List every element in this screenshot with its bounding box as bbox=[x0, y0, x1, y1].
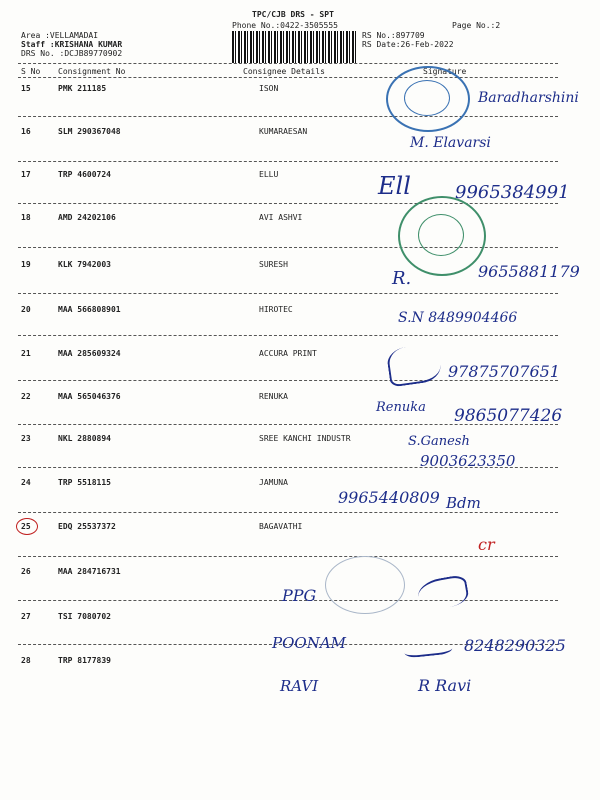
row-consignee: ELLU bbox=[259, 170, 279, 179]
handwritten-signature: Bdm bbox=[446, 494, 481, 512]
handwritten-name: PPG bbox=[282, 586, 317, 605]
row-sno: 26 bbox=[21, 567, 31, 576]
row-consignment: SLM 290367048 bbox=[58, 127, 121, 136]
divider bbox=[18, 512, 558, 513]
row-sno: 23 bbox=[21, 434, 31, 443]
divider bbox=[18, 203, 558, 204]
handwritten-phone: 9965384991 bbox=[455, 182, 570, 203]
row-consignee: RENUKA bbox=[259, 392, 288, 401]
handwritten-phone: 97875707651 bbox=[448, 362, 560, 381]
row-consignment: MAA 285609324 bbox=[58, 349, 121, 358]
red-mark: cr bbox=[478, 535, 495, 554]
row-consignee: ACCURA PRINT bbox=[259, 349, 317, 358]
handwritten-phone: 9003623350 bbox=[420, 452, 516, 470]
staff-label: Staff :KRISHANA KUMAR bbox=[21, 40, 123, 49]
row-consignment: TRP 4600724 bbox=[58, 170, 111, 179]
col-consignment: Consignment No bbox=[58, 67, 126, 76]
drs-number: DRS No. :DCJB89770902 bbox=[21, 49, 123, 58]
area-label: Area :VELLAMADAI bbox=[21, 31, 99, 40]
handwritten-signature: Renuka bbox=[376, 400, 426, 415]
handwritten-signature: M. Elavarsi bbox=[410, 135, 491, 151]
handwritten-phone: 9865077426 bbox=[454, 406, 563, 426]
signature-scribble bbox=[403, 636, 453, 659]
handwritten-signature: S.Ganesh bbox=[408, 434, 470, 449]
row-consignment: MAA 566808901 bbox=[58, 305, 121, 314]
row-consignee: SURESH bbox=[259, 260, 288, 269]
rs-date: RS Date:26-Feb-2022 bbox=[362, 40, 454, 49]
row-consignment: TSI 7080702 bbox=[58, 612, 111, 621]
row-consignee: BAGAVATHI bbox=[259, 522, 303, 531]
phone-number: Phone No.:0422-3505555 bbox=[232, 21, 338, 30]
document-title: TPC/CJB DRS - SPT bbox=[252, 10, 334, 19]
row-consignment: KLK 7942003 bbox=[58, 260, 111, 269]
row-sno: 28 bbox=[21, 656, 31, 665]
row-sno: 17 bbox=[21, 170, 31, 179]
handwritten-phone: 9965440809 bbox=[338, 488, 440, 507]
row-consignment: MAA 565046376 bbox=[58, 392, 121, 401]
barcode bbox=[232, 31, 356, 63]
row-sno: 18 bbox=[21, 213, 31, 222]
divider bbox=[18, 556, 558, 557]
row-consignee: SREE KANCHI INDUSTR bbox=[259, 434, 351, 443]
company-seal-stamp bbox=[398, 196, 486, 276]
row-consignment: AMD 24202106 bbox=[58, 213, 116, 222]
divider bbox=[18, 293, 558, 294]
handwritten-signature: Ell bbox=[378, 172, 411, 200]
handwritten-signature: Baradharshini bbox=[478, 90, 579, 106]
row-consignee: AVI ASHVI bbox=[259, 213, 303, 222]
row-consignee: HIROTEC bbox=[259, 305, 293, 314]
divider bbox=[18, 77, 558, 78]
signature-scribble bbox=[416, 574, 470, 612]
divider bbox=[18, 63, 558, 64]
row-sno: 21 bbox=[21, 349, 31, 358]
handwritten-phone: S.N 8489904466 bbox=[398, 310, 518, 326]
divider bbox=[18, 161, 558, 162]
handwritten-phone: 9655881179 bbox=[478, 262, 580, 281]
company-seal-stamp bbox=[386, 66, 470, 132]
divider bbox=[18, 335, 558, 336]
row-sno: 19 bbox=[21, 260, 31, 269]
handwritten-name: POONAM bbox=[272, 634, 347, 652]
row-sno: 27 bbox=[21, 612, 31, 621]
col-signature: Signature bbox=[423, 67, 467, 76]
handwritten-signature: R Ravi bbox=[418, 676, 472, 695]
row-sno: 20 bbox=[21, 305, 31, 314]
handwritten-phone: 8248290325 bbox=[464, 636, 566, 655]
handwritten-signature: R. bbox=[392, 268, 412, 289]
row-consignment: MAA 284716731 bbox=[58, 567, 121, 576]
row-consignee: JAMUNA bbox=[259, 478, 288, 487]
row-consignment: EDQ 25537372 bbox=[58, 522, 116, 531]
page-number: Page No.:2 bbox=[452, 21, 501, 30]
faint-seal-stamp bbox=[325, 556, 405, 614]
row-consignment: TRP 5518115 bbox=[58, 478, 111, 487]
row-consignment: PMK 211185 bbox=[58, 84, 107, 93]
row-sno: 25 bbox=[21, 522, 31, 531]
handwritten-name: RAVI bbox=[280, 677, 319, 695]
rs-number: RS No.:897709 bbox=[362, 31, 425, 40]
row-sno: 22 bbox=[21, 392, 31, 401]
divider bbox=[18, 116, 558, 117]
col-sno: S No bbox=[21, 67, 41, 76]
row-sno: 24 bbox=[21, 478, 31, 487]
row-sno: 16 bbox=[21, 127, 31, 136]
row-sno: 15 bbox=[21, 84, 31, 93]
row-consignment: NKL 2880894 bbox=[58, 434, 111, 443]
row-consignee: KUMARAESAN bbox=[259, 127, 308, 136]
col-consignee: Consignee Details bbox=[243, 67, 325, 76]
row-consignee: ISON bbox=[259, 84, 279, 93]
row-consignment: TRP 8177839 bbox=[58, 656, 111, 665]
